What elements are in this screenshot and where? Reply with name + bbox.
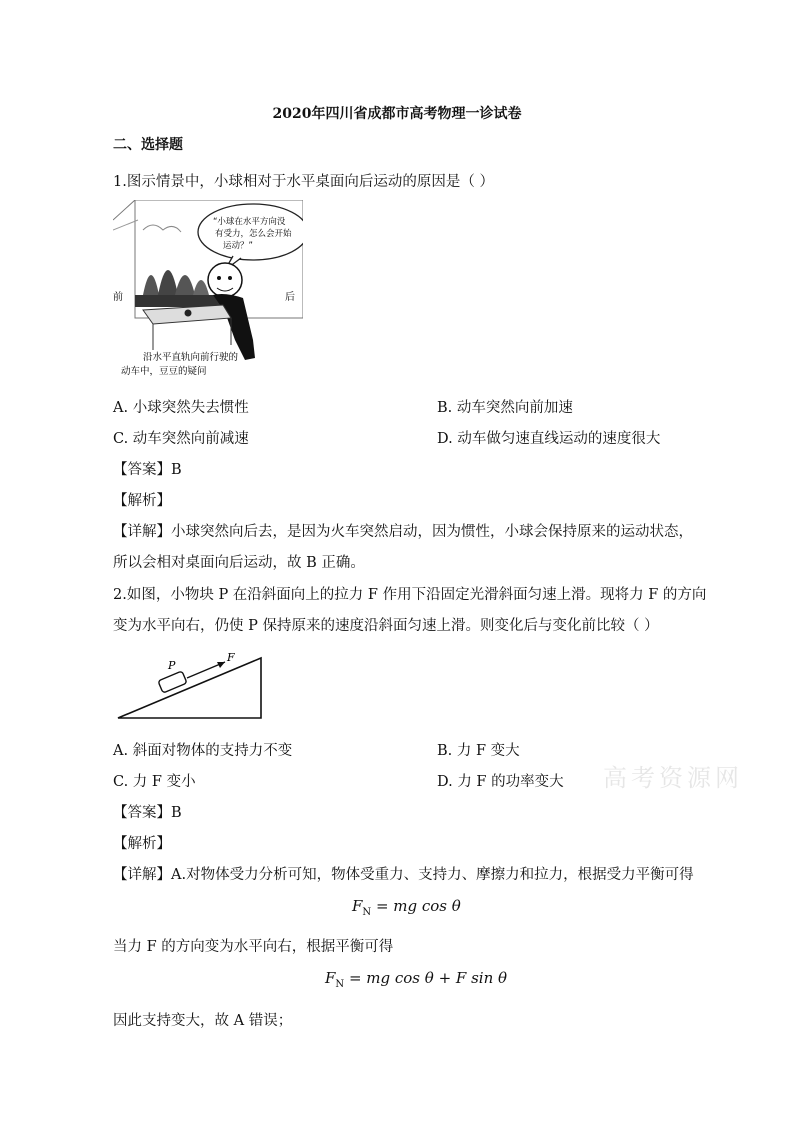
block-label: P	[168, 659, 176, 672]
q1-detail-line-1: 【详解】小球突然向后去，是因为火车突然启动，因为惯性，小球会保持原来的运动状态，	[113, 524, 693, 540]
q1-option-b: B. 动车突然向前加速	[437, 400, 573, 416]
q1-answer: 【答案】B	[113, 462, 182, 478]
q2-after-formula-1: 当力 F 的方向变为水平向右，根据平衡可得	[113, 939, 394, 955]
q2-option-d: D. 力 F 的功率变大	[437, 774, 564, 790]
q2-option-b: B. 力 F 变大	[437, 743, 520, 759]
caption-line-1: 沿水平直轨向前行驶的	[143, 352, 239, 363]
q1-option-c: C. 动车突然向前减速	[113, 431, 249, 447]
question-1-illustration	[113, 200, 303, 380]
watermark: 高考资源网	[603, 764, 743, 792]
formula-2: $F_N$ = mg cos θ + F sin θ	[325, 969, 508, 990]
q2-analysis-heading: 【解析】	[113, 836, 171, 852]
q1-option-d: D. 动车做匀速直线运动的速度很大	[437, 431, 661, 447]
question-2-stem-line-2: 变为水平向右，仍使 P 保持原来的速度沿斜面匀速上滑。则变化后与变化前比较（ ）	[113, 618, 659, 634]
block-p	[158, 671, 187, 693]
caption-line-2: 动车中，豆豆的疑问	[121, 366, 207, 377]
incline-diagram	[113, 648, 273, 723]
page-title: 2020年四川省成都市高考物理一诊试卷	[272, 106, 522, 122]
section-heading: 二、选择题	[113, 137, 183, 153]
ball-icon	[185, 310, 192, 317]
q1-option-a: A. 小球突然失去惯性	[113, 400, 249, 416]
formula-1: $F_N$ = mg cos θ	[352, 897, 461, 918]
q2-option-a: A. 斜面对物体的支持力不变	[113, 743, 293, 759]
q1-detail-line-2: 所以会相对桌面向后运动，故 B 正确。	[113, 555, 365, 571]
force-label: F	[227, 651, 235, 664]
bubble-text-2: 有受力，怎么会开始	[215, 229, 292, 239]
question-1-stem: 1.图示情景中，小球相对于水平桌面向后运动的原因是（ ）	[113, 174, 494, 190]
back-label: 后	[285, 292, 295, 303]
q2-answer: 【答案】B	[113, 805, 182, 821]
q2-option-c: C. 力 F 变小	[113, 774, 196, 790]
question-2-stem-line-1: 2.如图，小物块 P 在沿斜面向上的拉力 F 作用下沿固定光滑斜面匀速上滑。现将力 F 的方向	[113, 587, 707, 603]
q2-detail-a: 【详解】A.对物体受力分析可知，物体受重力、支持力、摩擦力和拉力，根据受力平衡可得	[113, 867, 694, 883]
front-label: 前	[113, 292, 123, 303]
bubble-text-3: 运动？”	[223, 241, 253, 251]
q1-analysis-heading: 【解析】	[113, 493, 171, 509]
bubble-text-1: “小球在水平方向没	[213, 217, 286, 227]
q2-conclusion: 因此支持变大，故 A 错误；	[113, 1013, 293, 1029]
